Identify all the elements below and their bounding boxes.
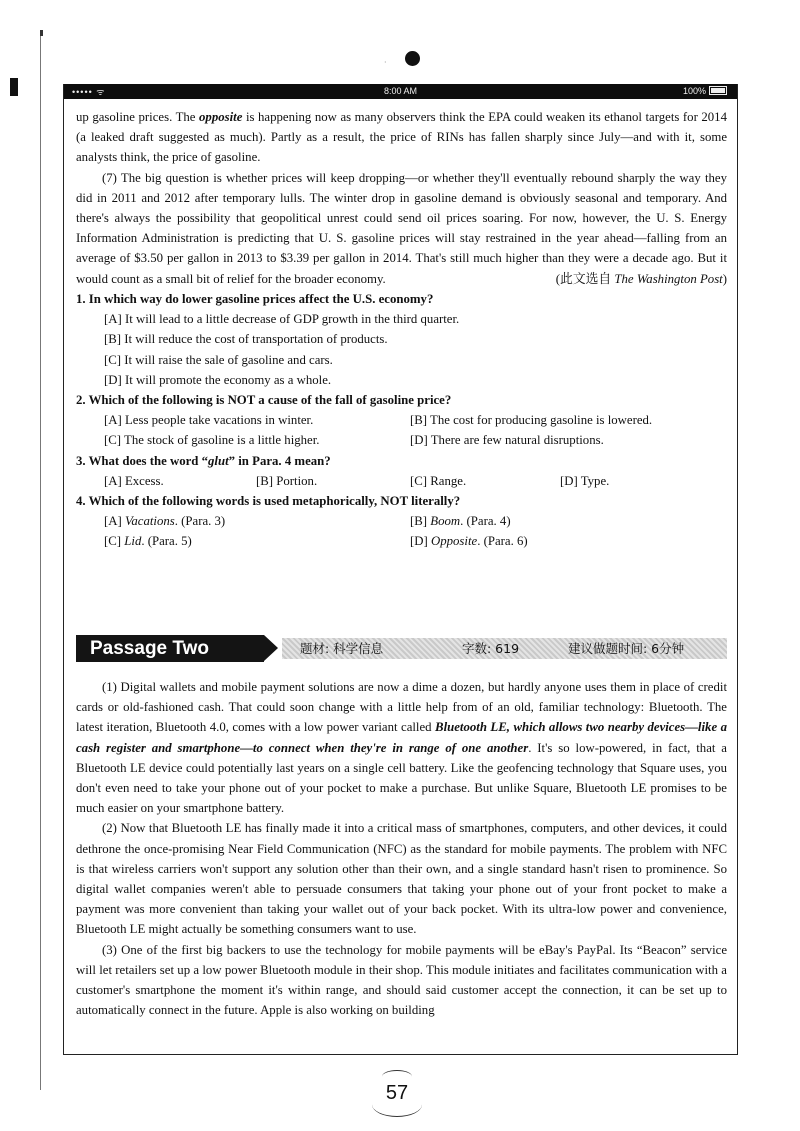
question-2-option-a: [A] Less people take vacations in winter. <box>104 413 314 428</box>
source-credit: (此文选自 The Washington Post) <box>555 271 727 286</box>
battery-text: 100% <box>682 86 706 96</box>
question-3-option-a: [A] Excess. <box>104 473 164 488</box>
signal-indicator: ••••• ᯤ <box>72 87 106 97</box>
page-number: 57 <box>385 1082 409 1104</box>
question-3-option-d: [D] Type. <box>560 473 610 488</box>
status-bar <box>64 84 737 99</box>
question-1-option-b: [B] It will reduce the cost of transportation of products. <box>104 332 388 347</box>
question-4-option-b: [B] Boom. (Para. 4) <box>410 514 511 529</box>
passage-two-paragraph-3: (3) One of the first big backers to use the technology for mobile payments will be eBay's PayPal. Its “Beacon” service will let retailers set up a low power Bluetooth module in their shop. This module initiates and facilitates communication with a customer's smartphone the moment it's within range, and should said customer accept the connection, it can be set up to automatically connect in the future. Apple is also working on building <box>76 942 727 1018</box>
question-3-stem: 3. What does the word “glut” in Para. 4 mean? <box>76 453 331 468</box>
scan-mark <box>10 78 18 96</box>
question-4-option-a: [A] Vacations. (Para. 3) <box>104 514 226 529</box>
passage-one-paragraph-continued: up gasoline prices. The opposite is happening now as many observers think the EPA could weaken its ethanol targets for 2014 (a leaked draft suggested as much). Partly as a result, the price of RINs has fallen sharply since July—and with it, some analysts think, the price of gasoline. <box>76 110 727 165</box>
passage-one-paragraph-7: (7) The big question is whether prices will keep dropping—or whether they'll eventually rebound sharply the way they did in 2011 and 2012 after temporary lulls. The winter drop in gasoline demand is obviously seasonal and temporary. And there's always the possibility that geopolitical unrest could send oil prices soaring. For now, however, the U. S. Energy Information Administration is predicting that U. S. gasoline prices will stay restrained in the year ahead—falling from an average of $3.50 per gallon in 2013 to $3.39 per gallon in 2014. That's still much higher than they were a decade ago. But it would count as a small bit of relief for the broader economy. <box>76 170 727 286</box>
question-2-stem: 2. Which of the following is NOT a cause of the fall of gasoline price? <box>76 393 452 408</box>
passage-two-body <box>76 677 727 1020</box>
passage-two-paragraph-2: (2) Now that Bluetooth LE has finally made it into a critical mass of smartphones, computers, and other devices, it could dethrone the once-promising Near Field Communication (NFC) as the standard for mobile payments. The problem with NFC is that wireless carriers won't support any solution other than their own, and a single standard hasn't risen to prominence. So digital wallet companies weren't able to persuade consumers that taking your phone out of your front pocket to make a payment was more convenient than taking your wallet out of your back pocket. With its ultra-low power and convenience, Bluetooth LE might actually be something consumers want to use. <box>76 821 727 937</box>
banner-arrow <box>264 635 278 661</box>
passage-suggested-time: 建议做题时间: 6分钟 <box>568 641 685 656</box>
question-2-option-c: [C] The stock of gasoline is a little higher. <box>104 433 320 448</box>
passage-two-title: Passage Two <box>76 635 264 662</box>
passage-topic: 题材: 科学信息 <box>300 641 384 656</box>
question-4-option-d: [D] Opposite. (Para. 6) <box>410 534 528 549</box>
page-number-arc-bottom <box>372 1092 422 1117</box>
battery-indicator <box>683 86 727 96</box>
question-1-option-a: [A] It will lead to a little decrease of GDP growth in the third quarter. <box>104 312 460 327</box>
question-3-options <box>104 471 727 491</box>
passage-info-band <box>282 638 727 659</box>
status-time: 8:00 AM <box>383 86 418 96</box>
question-1-option-d: [D] It will promote the economy as a whole. <box>104 372 332 387</box>
question-2-option-d: [D] There are few natural disruptions. <box>410 433 604 448</box>
question-4-option-c: [C] Lid. (Para. 5) <box>104 534 192 549</box>
scan-margin-line <box>40 30 41 1090</box>
emphasis-opposite: opposite <box>199 110 243 124</box>
scan-margin-tick <box>40 30 43 36</box>
binding-dot <box>405 51 420 66</box>
page-content <box>76 107 727 1018</box>
question-1-stem: 1. In which way do lower gasoline prices affect the U.S. economy? <box>76 292 434 307</box>
question-3-option-b: [B] Portion. <box>256 473 318 488</box>
question-2-options-row-1 <box>104 410 727 430</box>
passage-two-paragraph-1: (1) Digital wallets and mobile payment solutions are now a dime a dozen, but hardly anyone uses them in place of credit cards or old-fashioned cash. That could soon change with a little help from of an old, familiar technology: Bluetooth. The latest iteration, Bluetooth 4.0, comes with a low power variant called Bluetooth LE, which allows two nearby devices—like a cash register and smartphone—to connect when they're in range of one another. It's so low-powered, in fact, that a Bluetooth LE device could potentially last years on a single cell battery. Like the geofencing technology that Square uses, you don't even need to take your phone out of your pocket to make a purchase. But unlike Square, Bluetooth LE promises to be much easier on your smartphone battery. <box>76 680 727 816</box>
passage-word-count: 字数: 619 <box>462 641 520 656</box>
question-4-stem: 4. Which of the following words is used metaphorically, NOT literally? <box>76 494 461 509</box>
scan-speck: · <box>384 58 387 67</box>
emphasis-bluetooth-le: Bluetooth LE, which allows two nearby devices—like a cash register and smartphone—to connect when they're in range of one another <box>76 720 727 755</box>
question-1-option-c: [C] It will raise the sale of gasoline and cars. <box>104 352 333 367</box>
battery-icon <box>709 86 727 95</box>
question-4-options-row-2 <box>104 531 727 551</box>
question-3-option-c: [C] Range. <box>410 473 467 488</box>
question-4-options-row-1 <box>104 511 727 531</box>
page-frame <box>63 84 738 1055</box>
question-2-options-row-2 <box>104 430 727 450</box>
question-2-option-b: [B] The cost for producing gasoline is lowered. <box>410 413 653 428</box>
passage-two-banner <box>76 632 727 665</box>
